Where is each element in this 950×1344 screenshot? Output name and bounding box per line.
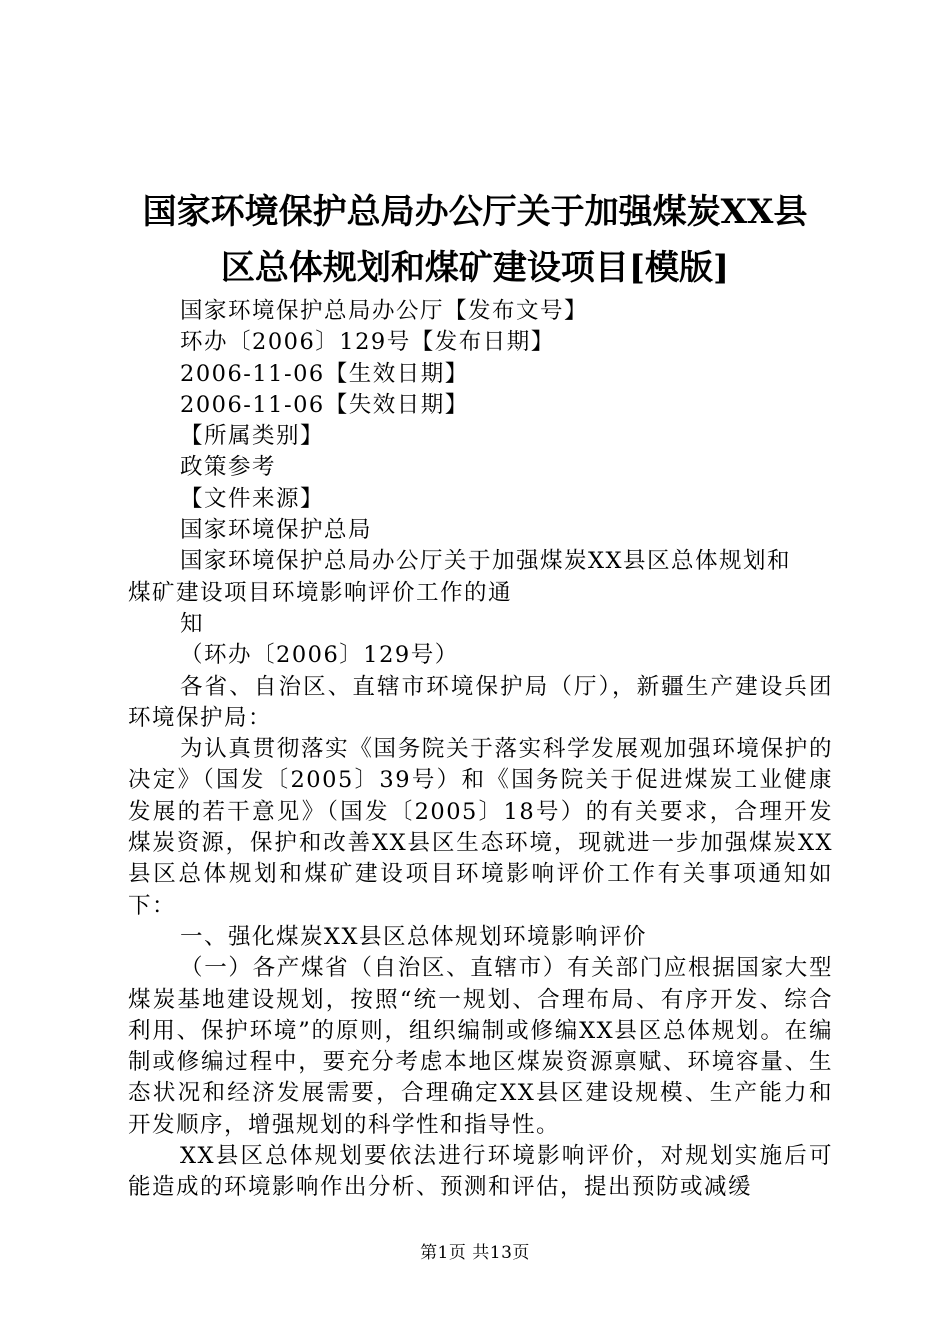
notice-title-line-3: 知	[180, 610, 205, 637]
meta-effective-date: 2006-11-06【失效日期】	[180, 391, 469, 418]
notice-title-line-1: 国家环境保护总局办公厅关于加强煤炭XX县区总体规划和	[180, 548, 792, 575]
paragraph-intro: 为认真贯彻落实《国务院关于落实科学发展观加强环境保护的决定》（国发〔2005〕39号）和《国务院关于促进煤炭工业健康发展的若干意见》（国发〔2005〕18号）的有关要求，合理开发煤炭资源，保护和改善XX县区生态环境，现就进一步加强煤炭XX县区总体规划和煤矿建设项目环境影响评价工作有关事项通知如下：	[128, 736, 833, 919]
document-title-line-1: 国家环境保护总局办公厅关于加强煤炭XX县	[142, 192, 808, 232]
meta-issuer: 国家环境保护总局办公厅【发布文号】	[180, 298, 589, 324]
meta-issue-date: 2006-11-06【生效日期】	[180, 360, 469, 387]
meta-source: 国家环境保护总局	[180, 517, 373, 544]
meta-category: 政策参考	[180, 454, 277, 481]
paragraph-addressees: 各省、自治区、直辖市环境保护局（厅），新疆生产建设兵团环境保护局：	[128, 673, 833, 731]
notice-title-line-2: 煤矿建设项目环境影响评价工作的通	[128, 579, 513, 606]
meta-category-label: 【所属类别】	[180, 423, 325, 450]
paragraph-eia: XX县区总体规划要依法进行环境影响评价，对规划实施后可能造成的环境影响作出分析、预测和评估，提出预防或减缓	[128, 1143, 833, 1201]
section-heading-1: 一、强化煤炭XX县区总体规划环境影响评价	[180, 923, 648, 950]
page-footer: 第1页 共13页	[420, 1243, 530, 1263]
meta-doc-no: 环办〔2006〕129号【发布日期】	[180, 329, 555, 356]
paragraph-item-1: （一）各产煤省（自治区、直辖市）有关部门应根据国家大型煤炭基地建设规划，按照“统一规划、合理布局、有序开发、综合利用、保护环境”的原则，组织编制或修编XX县区总体规划。在编制或修编过程中，要充分考虑本地区煤炭资源禀赋、环境容量、生态状况和经济发展需要，合理确定XX县区建设规模、生产能力和开发顺序，增强规划的科学性和指导性。	[128, 955, 833, 1138]
notice-number: （环办〔2006〕129号）	[180, 642, 459, 669]
document-title-line-2: 区总体规划和煤矿建设项目[模版]	[220, 248, 730, 288]
meta-source-label: 【文件来源】	[180, 485, 325, 512]
document-body	[128, 296, 833, 1204]
